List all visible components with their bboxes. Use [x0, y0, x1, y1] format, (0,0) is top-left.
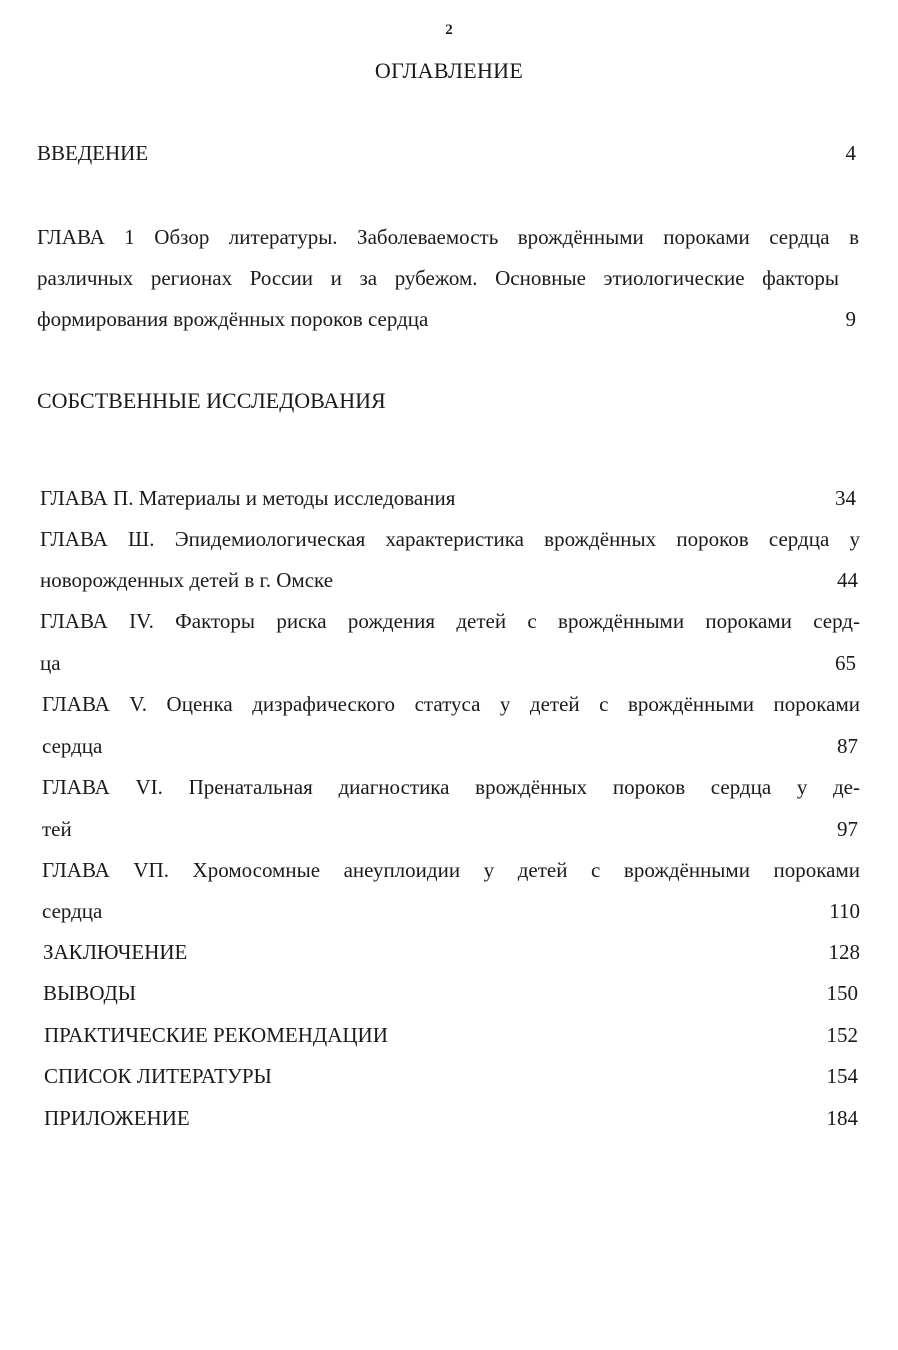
toc-entry-findings-label: ВЫВОДЫ	[43, 981, 137, 1005]
toc-entry-conclusion-page: 128	[828, 940, 860, 964]
toc-entry-references-page: 154	[826, 1064, 858, 1088]
toc-entry-ch6-page: 97	[837, 817, 858, 841]
toc-entry-ch7-line1: ГЛАВА VП. Хромосомные анеуплоидии у детей с врождёнными пороками	[42, 858, 860, 882]
toc-entry-references-label: СПИСОК ЛИТЕРАТУРЫ	[44, 1064, 272, 1088]
toc-entry-appendix-page: 184	[826, 1106, 858, 1130]
toc-entry-ch2-page: 34	[835, 486, 856, 510]
toc-entry-recommendations-label: ПРАКТИЧЕСКИЕ РЕКОМЕНДАЦИИ	[44, 1023, 388, 1047]
toc-entry-ch3-line2: новорожденных детей в г. Омске	[40, 568, 334, 592]
toc-entry-ch4-page: 65	[835, 651, 856, 675]
toc-entry-ch6-line1: ГЛАВА VI. Пренатальная диагностика врождённых пороков сердца у де-	[42, 775, 860, 799]
toc-entry-ch2-label: ГЛАВА П. Материалы и методы исследования	[40, 486, 456, 510]
section-heading-own-research: СОБСТВЕННЫЕ ИССЛЕДОВАНИЯ	[37, 388, 386, 413]
toc-entry-ch5-line1: ГЛАВА V. Оценка дизрафического статуса у детей с врождёнными пороками	[42, 692, 860, 716]
toc-entry-ch1-page: 9	[845, 307, 856, 331]
toc-entry-ch7-line2: сердца	[42, 899, 103, 923]
toc-entry-findings-page: 150	[826, 981, 858, 1005]
toc-entry-ch3-line1: ГЛАВА Ш. Эпидемиологическая характеристика врождённых пороков сердца у	[40, 527, 860, 551]
toc-entry-appendix-label: ПРИЛОЖЕНИЕ	[44, 1106, 190, 1130]
page-number: 2	[445, 22, 453, 38]
toc-entry-ch4-line2: ца	[40, 651, 61, 675]
toc-entry-ch3-page: 44	[837, 568, 858, 592]
toc-entry-recommendations-page: 152	[826, 1023, 858, 1047]
toc-entry-ch5-line2: сердца	[42, 734, 103, 758]
toc-entry-intro-page: 4	[845, 141, 856, 165]
page-title: ОГЛАВЛЕНИЕ	[374, 58, 524, 83]
toc-entry-conclusion-label: ЗАКЛЮЧЕНИЕ	[43, 940, 188, 964]
toc-entry-ch7-page: 110	[829, 899, 860, 923]
toc-entry-ch1-line3: формирования врождённых пороков сердца	[37, 307, 429, 331]
toc-entry-intro-label: ВВЕДЕНИЕ	[37, 141, 149, 165]
toc-entry-ch4-line1: ГЛАВА IV. Факторы риска рождения детей с врождёнными пороками серд-	[40, 609, 860, 633]
toc-entry-ch6-line2: тей	[42, 817, 72, 841]
toc-entry-ch1-line1: ГЛАВА 1 Обзор литературы. Заболеваемость врождёнными пороками сердца в	[37, 225, 859, 249]
toc-entry-ch5-page: 87	[837, 734, 858, 758]
toc-entry-ch1-line2: различных регионах России и за рубежом. Основные этиологические факторы	[37, 266, 839, 290]
